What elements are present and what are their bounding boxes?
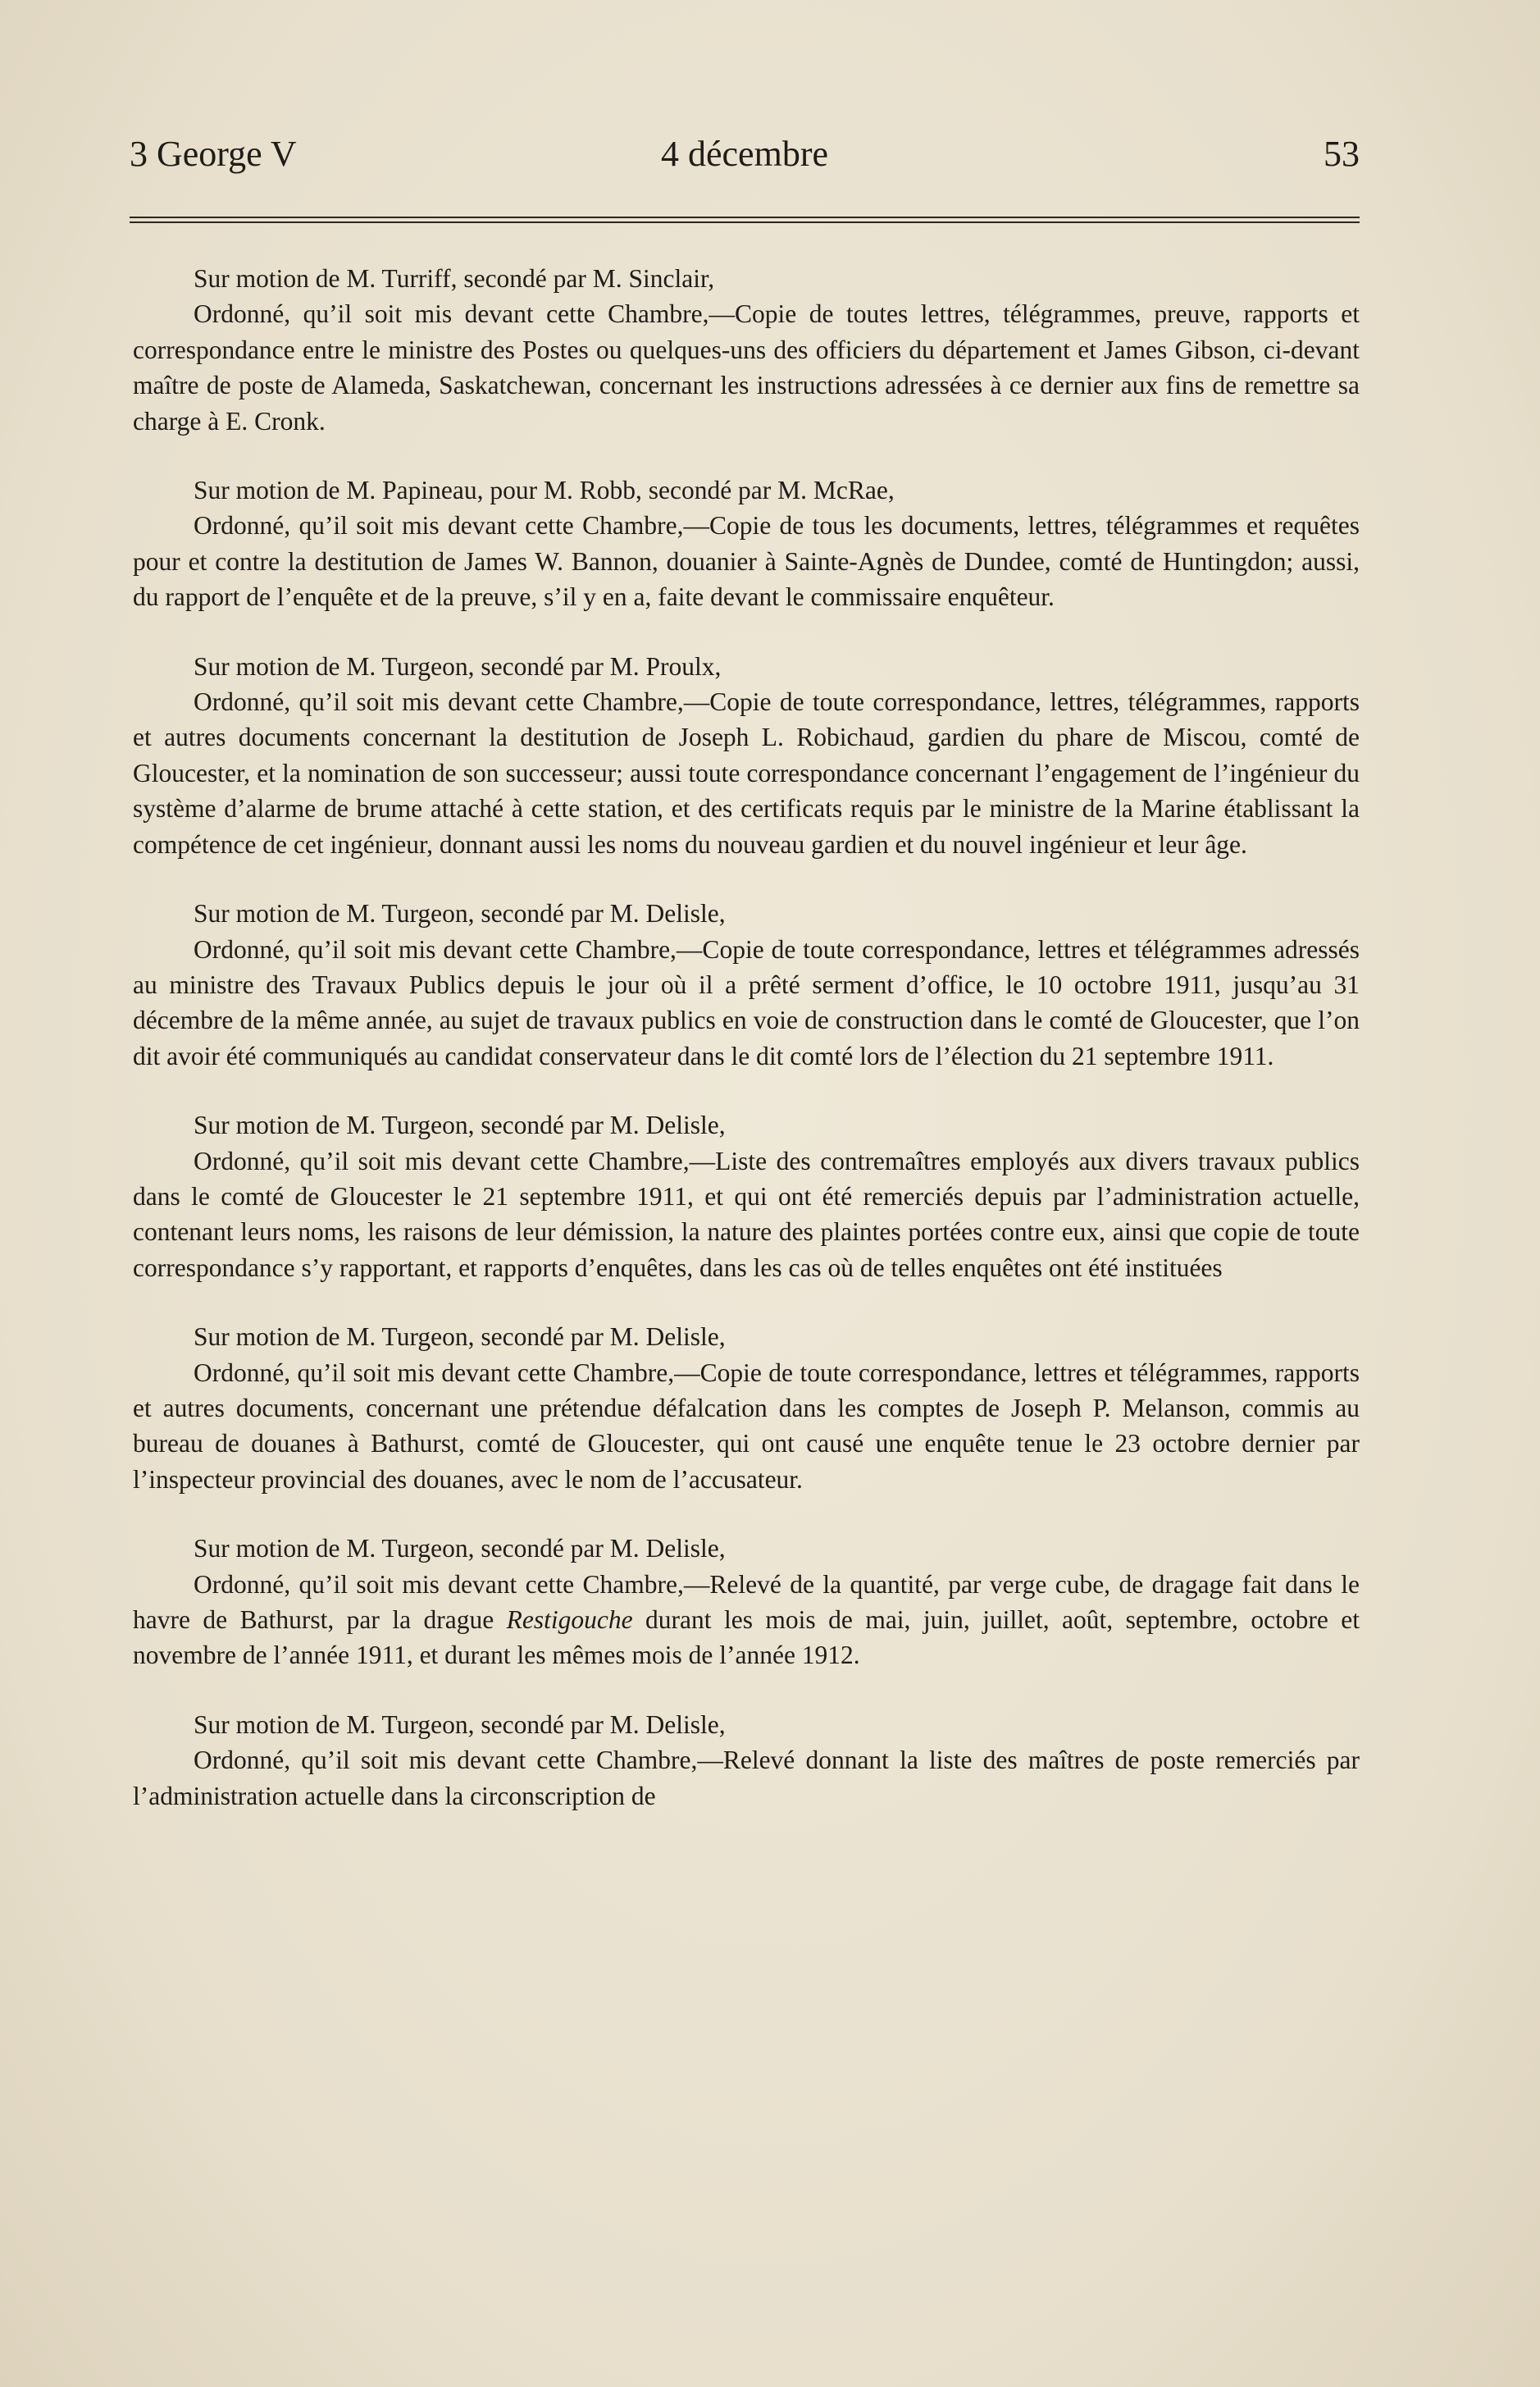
order-paragraph [133, 1567, 1360, 1673]
motion-line: Sur motion de M. Turgeon, secondé par M. Proulx, [194, 651, 722, 681]
dredge-name: Restigouche [506, 1605, 633, 1634]
order-paragraph: Ordonné, qu’il soit mis devant cette Chambre,—Copie de toute correspondance, lettres et télégrammes adressés au ministre des Travaux Publics depuis le jour où il a prêté serment d’office, le 10 octobre 1911, jusqu’au 31 décembre de la même année, au sujet de travaux publics en voie de construction dans le comté de Gloucester, que l’on dit avoir été communiqués au candidat conservateur dans le dit comté lors de l’élection du 21 septembre 1911. [133, 934, 1360, 1070]
motion-entry [133, 261, 1360, 439]
page-header [130, 133, 1360, 192]
motion-entry [133, 896, 1360, 1074]
header-session: 3 George V [130, 134, 297, 174]
order-paragraph: Ordonné, qu’il soit mis devant cette Chambre,—Copie de toute correspondance, lettres, télégrammes, rapports et autres documents concernant la destitution de Joseph L. Robichaud, gardien du phare de Miscou, comté de Gloucester, et la nomination de son successeur; aussi toute correspondance concernant l’engagement de l’ingénieur du système d’alarme de brume attaché à cette station, et des certificats requis par le ministre de la Marine établissant la compétence de cet ingénieur, donnant aussi les noms du nouveau gardien et du nouvel ingénieur et leur âge. [133, 687, 1360, 859]
motion-entry [133, 649, 1360, 862]
motion-line: Sur motion de M. Turgeon, secondé par M. Delisle, [194, 1709, 726, 1739]
motion-line: Sur motion de M. Turgeon, secondé par M. Delisle, [194, 1534, 726, 1563]
motion-line: Sur motion de M. Turgeon, secondé par M. Delisle, [194, 899, 726, 929]
order-paragraph: Ordonné, qu’il soit mis devant cette Chambre,—Liste des contremaîtres employés aux divers travaux publics dans le comté de Gloucester le 21 septembre 1911, et qui ont été remerciés depuis par l’administration actuelle, contenant leurs noms, les raisons de leur démission, la nature des plaintes portées contre eux, ainsi que copie de toute correspondance s’y rapportant, et rapports d’enquêtes, dans les cas où de telles enquêtes ont été instituées [133, 1146, 1360, 1282]
motion-entry [133, 472, 1360, 615]
motion-line: Sur motion de M. Papineau, pour M. Robb, secondé par M. McRae, [194, 476, 895, 505]
order-paragraph: Ordonné, qu’il soit mis devant cette Chambre,—Copie de tous les documents, lettres, télégrammes et requêtes pour et contre la destitution de James W. Bannon, douanier à Sainte-Agnès de Dundee, comté de Huntingdon; aussi, du rapport de l’enquête et de la preuve, s’il y en a, faite devant le commissaire enquêteur. [133, 511, 1360, 612]
header-double-rule [130, 217, 1360, 223]
motion-entry [133, 1531, 1360, 1673]
page-number: 53 [1324, 134, 1360, 174]
order-paragraph: Ordonné, qu’il soit mis devant cette Chambre,—Relevé donnant la liste des maîtres de poste remerciés par l’administration actuelle dans la circonscription de [133, 1746, 1360, 1810]
motion-entry [133, 1319, 1360, 1497]
motion-entry [133, 1107, 1360, 1285]
order-text-start: Ordonné, qu’il soit mis devant cette Chambre,—Relevé de la quantité, par verge cube, de dragage fait dans le havre de Bathurst, par la drague [133, 1569, 1360, 1634]
header-date: 4 décembre [661, 134, 828, 174]
page-body [133, 261, 1360, 1847]
order-text-end: durant les mois de mai, juin, juillet, août, septembre, octobre et novembre de l’année 1911, et durant les mêmes mois de l’année 1912. [133, 1605, 1360, 1670]
motion-line: Sur motion de M. Turgeon, secondé par M. Delisle, [194, 1322, 726, 1352]
motion-entry [133, 1707, 1360, 1814]
motion-line: Sur motion de M. Turgeon, secondé par M. Delisle, [194, 1111, 726, 1140]
order-paragraph: Ordonné, qu’il soit mis devant cette Chambre,—Copie de toute correspondance, lettres et télégrammes, rapports et autres documents, concernant une prétendue défalcation dans les comptes de Joseph P. Melanson, commis au bureau de douanes à Bathurst, comté de Gloucester, qui ont causé une enquête tenue le 23 octobre dernier par l’inspecteur provincial des douanes, avec le nom de l’accusateur. [133, 1358, 1360, 1494]
motion-line: Sur motion de M. Turriff, secondé par M. Sinclair, [194, 264, 715, 293]
order-paragraph: Ordonné, qu’il soit mis devant cette Chambre,—Copie de toutes lettres, télégrammes, preuve, rapports et correspondance entre le ministre des Postes ou quelques-uns des officiers du département et James Gibson, ci-devant maître de poste de Alameda, Saskatchewan, concernant les instructions adressées à ce dernier aux fins de remettre sa charge à E. Cronk. [133, 299, 1360, 436]
